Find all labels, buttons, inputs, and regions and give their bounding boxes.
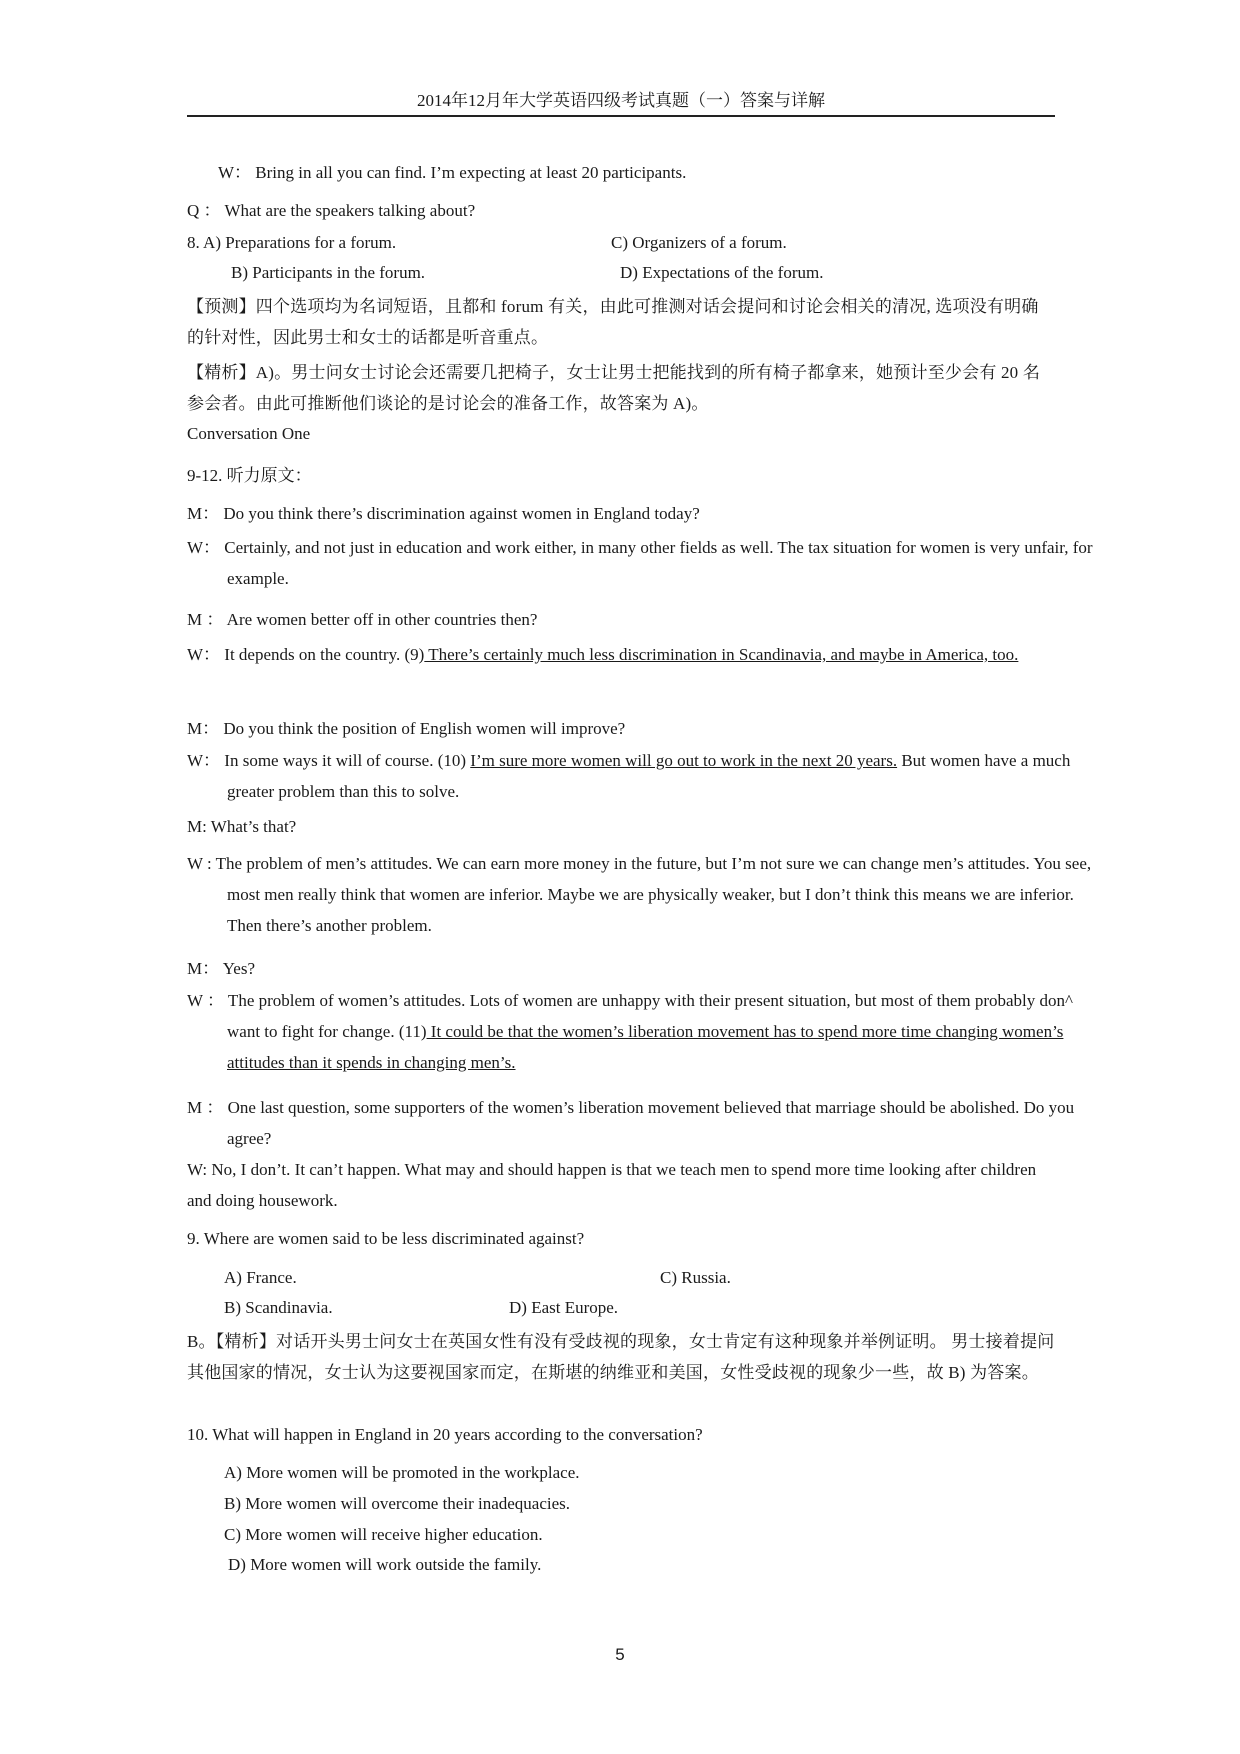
option-c: C) More women will receive higher education. [224, 1525, 543, 1544]
option-a: A) More women will be promoted in the workplace. [224, 1463, 580, 1482]
transcript-line: M ： Are women better off in other countries then? [187, 610, 538, 629]
speaker-text: W： In some ways it will of course. (10) [187, 751, 471, 770]
option-d: D) Expectations of the forum. [620, 263, 824, 282]
transcript-paragraph: W: No, I don’t. It can’t happen. What may and should happen is that we teach men to spend more time looking after children and doing housework. [187, 1160, 1037, 1210]
underlined-answer-9: There’s certainly much less discrimination in Scandinavia, and maybe in America, too. [424, 645, 1019, 664]
speaker-text: W ： The problem of women’s attitudes. Lots of women are unhappy with their present situation, but most of them probably don^ want to fight for change. (11) [187, 991, 1074, 1041]
transcript-line: M: What’s that? [187, 817, 297, 836]
transcript-line: M： Do you think the position of English women will improve? [187, 719, 626, 738]
transcript-line: W： Bring in all you can find. I’m expecting at least 20 participants. [218, 163, 687, 182]
transcript-title: 9-12. 听力原文： [187, 466, 312, 485]
transcript-line: M： Yes? [187, 959, 256, 978]
analysis-paragraph-8: 【精析】A)。男士问女士讨论会还需要几把椅子，女士让男士把能找到的所有椅子都拿来，她预计至少会有 20 名参会者。由此可推断他们谈论的是讨论会的准备工作，故答案为 A)。 [187, 363, 1041, 413]
option-d: D) East Europe. [509, 1298, 619, 1317]
conversation-title: Conversation One [187, 424, 311, 443]
option-a: A) France. [224, 1268, 297, 1287]
underlined-answer-10: I’m sure more women will go out to work in the next 20 years. [470, 751, 898, 770]
option-b: B) More women will overcome their inadequacies. [224, 1494, 571, 1513]
transcript-paragraph [187, 745, 1095, 807]
transcript-paragraph [187, 985, 1095, 1078]
speaker-text: But women have a much greater problem than this to solve. [227, 751, 1071, 801]
underlined-answer-11: It could be that the women’s liberation movement has to spend more time changing women’s attitudes than it spends in changing men’s. [227, 1022, 1064, 1072]
option-c: C) Organizers of a forum. [611, 233, 787, 252]
option-c: C) Russia. [660, 1268, 731, 1287]
transcript-paragraph: W： Certainly, and not just in education and work either, in many other fields as well. The tax situation for women is very unfair, for example. [187, 538, 1093, 588]
transcript-line: M： Do you think there’s discrimination against women in England today? [187, 504, 700, 523]
question-10: 10. What will happen in England in 20 years according to the conversation? [187, 1425, 703, 1444]
page-number: 5 [615, 1645, 625, 1664]
question-9: 9. Where are women said to be less discriminated against? [187, 1229, 585, 1248]
option-b: B) Scandinavia. [224, 1298, 333, 1317]
transcript-paragraph [187, 639, 1055, 670]
transcript-paragraph: M ： One last question, some supporters of the women’s liberation movement believed that marriage should be abolished. Do you agree? [187, 1098, 1075, 1148]
analysis-paragraph-9: B。【精析】对话开头男士问女士在英国女性有没有受歧视的现象，女士肯定有这种现象并举例证明。 男士接着提问其他国家的情况，女士认为这要视国家而定，在斯堪的纳维亚和美国，女性受歧视的现象少一些，故 B) 为答案。 [187, 1332, 1055, 1382]
page-header: 2014年12月年大学英语四级考试真题（一）答案与详解 [187, 86, 1055, 117]
prediction-paragraph: 【预测】四个选项均为名词短语，且都和 forum 有关，由此可推测对话会提问和讨论会相关的清况, 选项没有明确的针对性，因此男士和女士的话都是听音重点。 [187, 297, 1039, 347]
question-line: Q ： What are the speakers talking about? [187, 201, 476, 220]
speaker-text: W： It depends on the country. (9) [187, 645, 425, 664]
option-d: D) More women will work outside the family. [228, 1555, 542, 1574]
option-b: B) Participants in the forum. [231, 263, 426, 282]
transcript-paragraph: W : The problem of men’s attitudes. We can earn more money in the future, but I’m not sure we can change men’s attitudes. You see, most men really think that women are inferior. Maybe we are physically weaker, but I don’t think this means we are inferior. Then there’s another problem. [187, 854, 1092, 935]
option-a: 8. A) Preparations for a forum. [187, 233, 397, 252]
